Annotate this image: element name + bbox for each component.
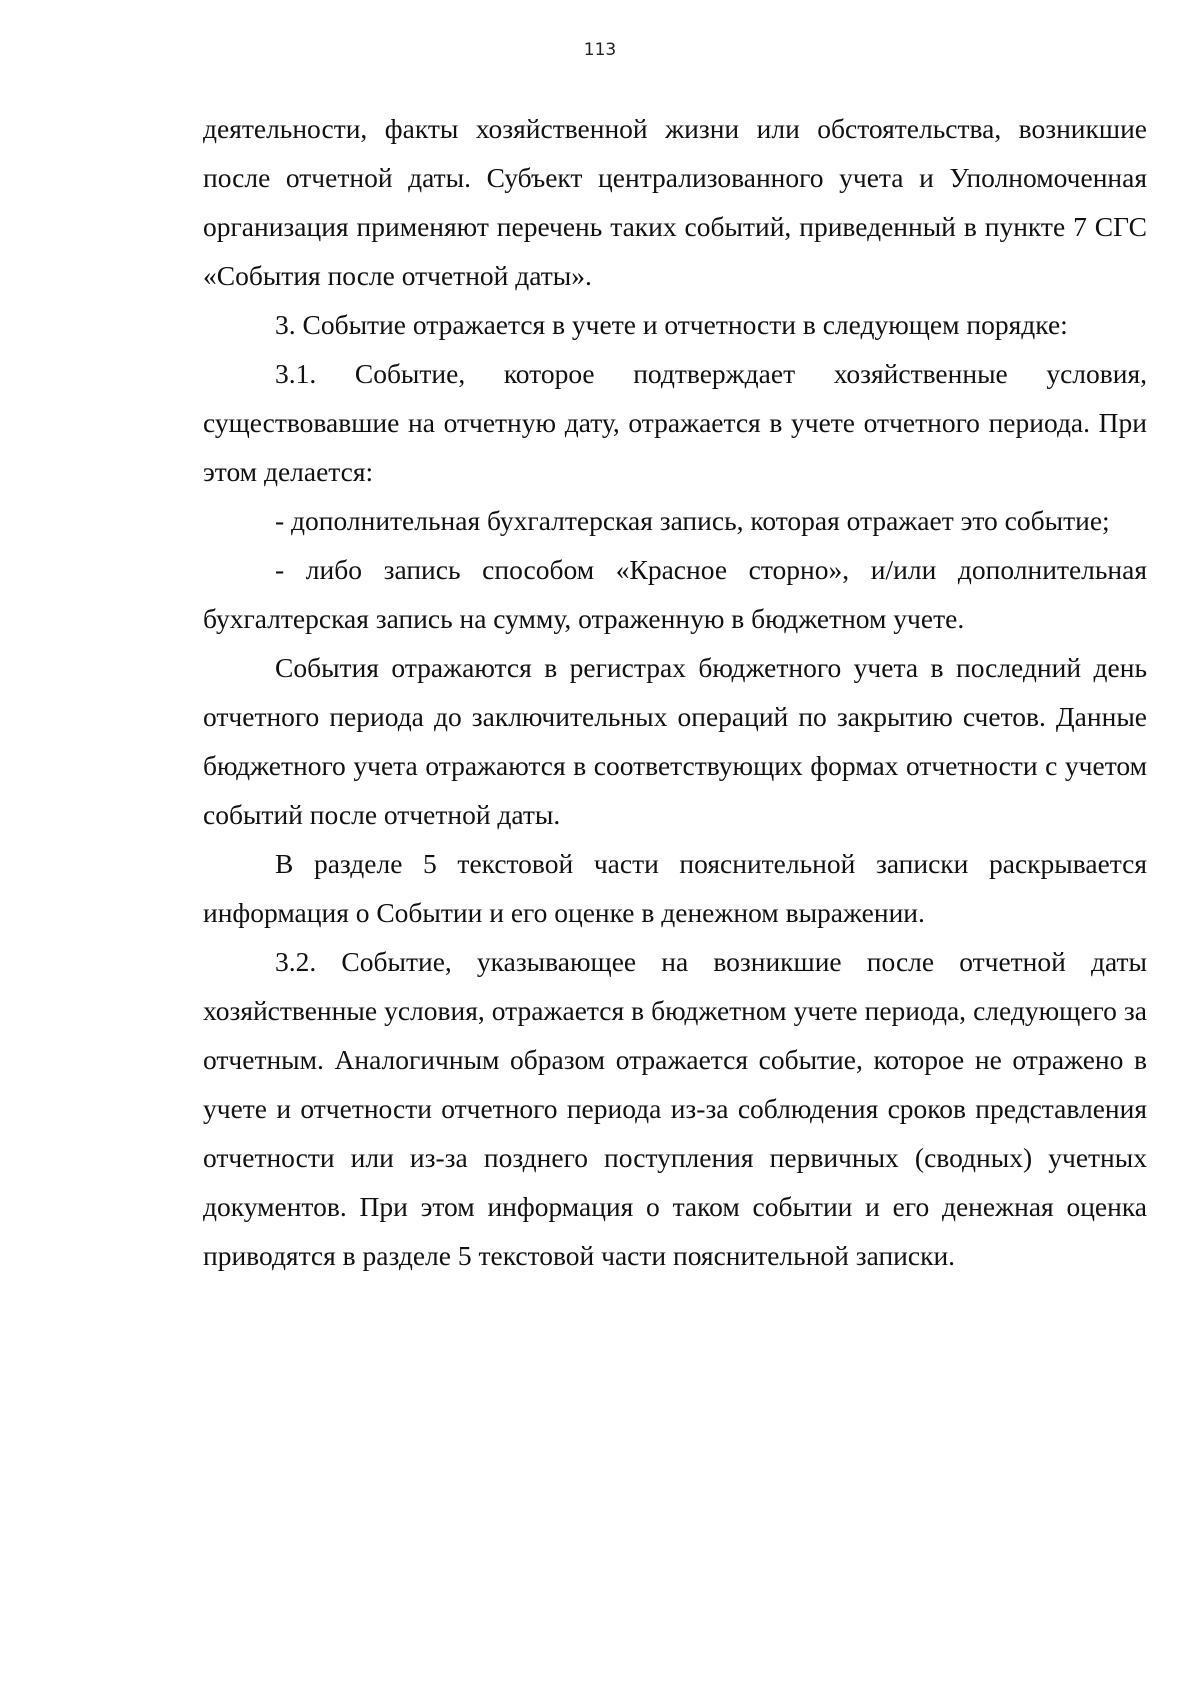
paragraph-item-3-1: 3.1. Событие, которое подтверждает хозяйственные условия, существовавшие на отчетную дату, отражается в учете отчетного периода. При этом делается: (203, 358, 1147, 487)
paragraph-dash-item-2: - либо запись способом «Красное сторно», и/или дополнительная бухгалтерская запись на сумму, отраженную в бюджетном учете. (203, 554, 1147, 634)
paragraph-continuation: деятельности, факты хозяйственной жизни или обстоятельства, возникшие после отчетной даты. Субъект централизованного учета и Уполномоченная организация применяют перечень таких событий, приведенный в пункте 7 СГС «События после отчетной даты». (203, 113, 1147, 291)
document-body (203, 104, 1147, 1280)
paragraph-item-3: 3. Событие отражается в учете и отчетности в следующем порядке: (275, 309, 1068, 340)
paragraph-events-registers: События отражаются в регистрах бюджетного учета в последний день отчетного периода до заключительных операций по закрытию счетов. Данные бюджетного учета отражаются в соответствующих формах отчетности с учетом событий после отчетной даты. (203, 652, 1147, 830)
page-number: 113 (583, 40, 617, 60)
paragraph-item-3-2: 3.2. Событие, указывающее на возникшие после отчетной даты хозяйственные условия, отражается в бюджетном учете периода, следующего за отчетным. Аналогичным образом отражается событие, которое не отражено в учете и отчетности отчетного периода из-за соблюдения сроков представления отчетности или из-за позднего поступления первичных (сводных) учетных документов. При этом информация о таком событии и его денежная оценка приводятся в разделе 5 текстовой части пояснительной записки. (203, 946, 1147, 1271)
paragraph-section-5-disclosure: В разделе 5 текстовой части пояснительной записки раскрывается информация о Событии и его оценке в денежном выражении. (203, 848, 1147, 928)
paragraph-dash-item-1: - дополнительная бухгалтерская запись, которая отражает это событие; (275, 505, 1110, 536)
